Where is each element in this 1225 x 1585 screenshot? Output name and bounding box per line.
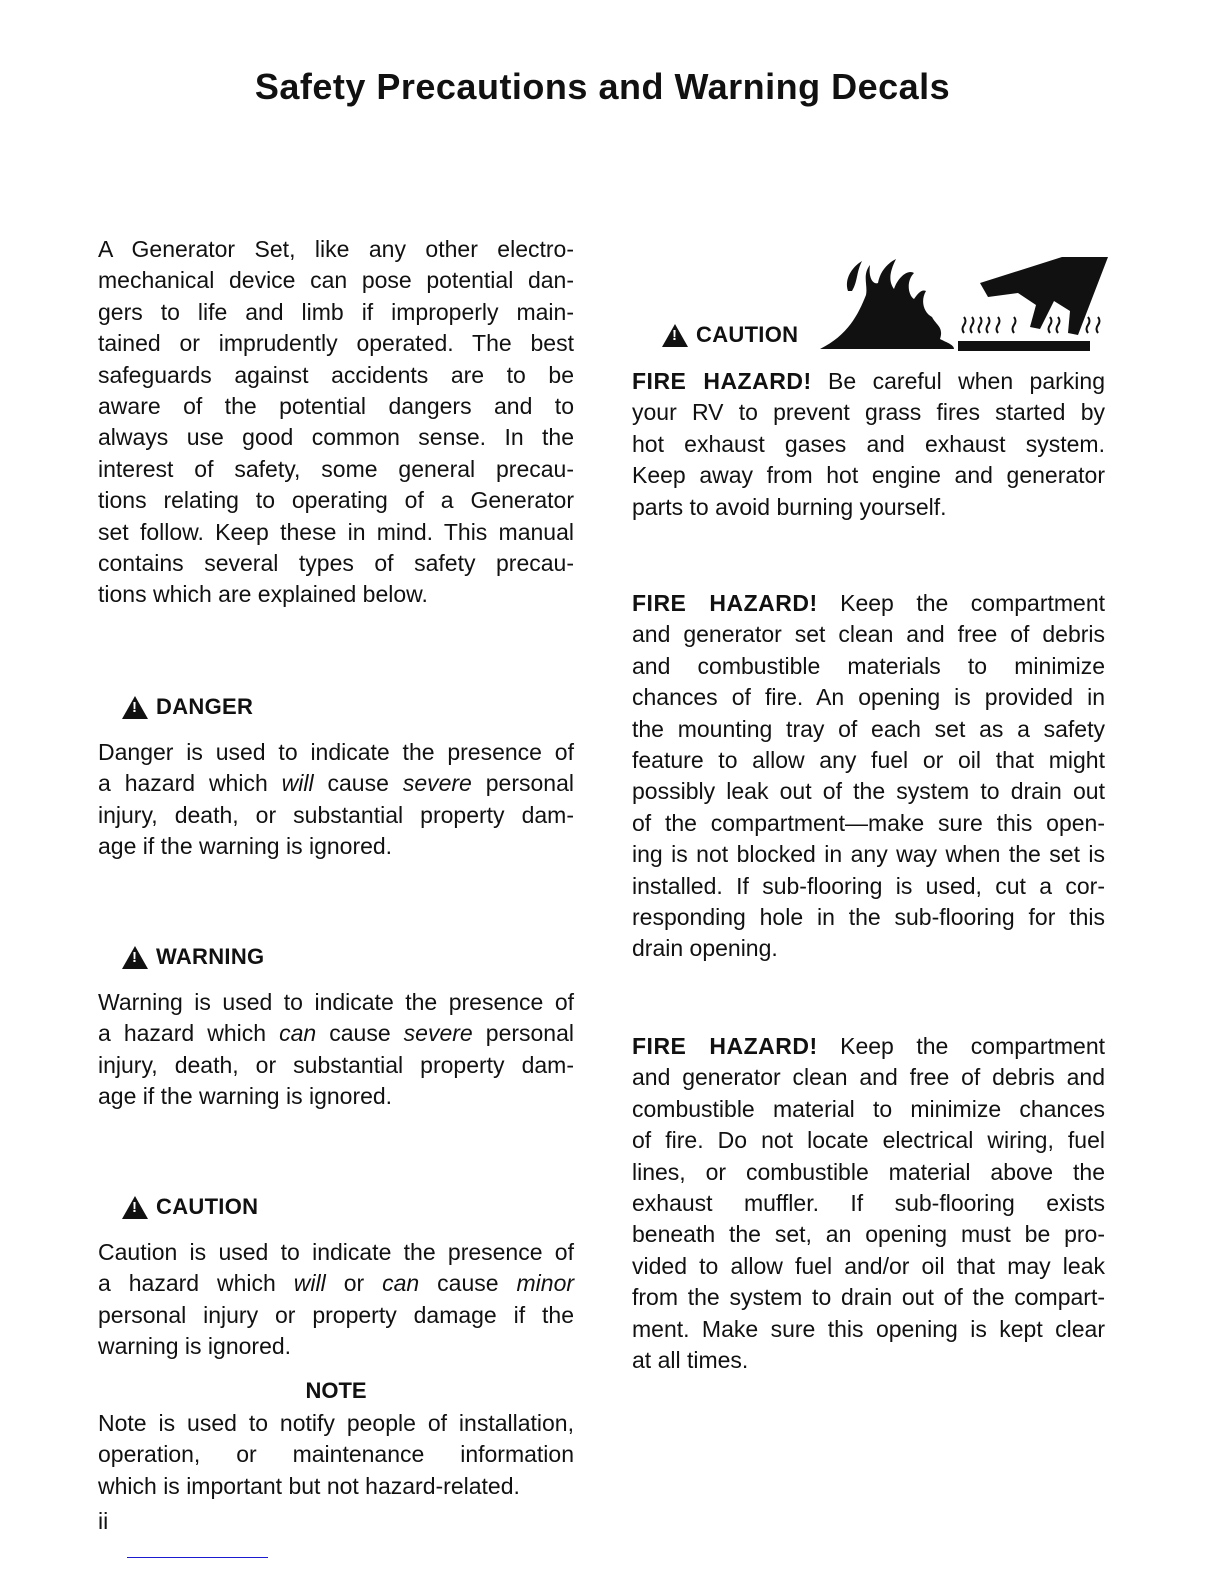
warning-paragraph [98, 987, 574, 1113]
text-line [98, 297, 574, 328]
text-line [98, 831, 574, 862]
warning-heading [122, 944, 264, 970]
text-line [98, 485, 574, 516]
fire-hazard-compartment-paragraph [632, 588, 1105, 965]
page-title: Safety Precautions and Warning Decals [254, 66, 951, 107]
fire-hazard-parking-paragraph [632, 366, 1105, 523]
text-segment: safeguards against accidents are to be [98, 361, 574, 388]
text-segment: age if the warning is ignored. [98, 833, 393, 860]
text-segment: interest of safety, some general precau- [98, 455, 574, 482]
text-line [632, 1125, 1105, 1156]
footer-rule [127, 1557, 268, 1558]
note-heading: NOTE [305, 1378, 367, 1403]
warning-triangle-icon [122, 1196, 148, 1219]
text-segment: hot exhaust gases and exhaust system. [632, 430, 1105, 457]
text-segment: which is important but not hazard-related. [98, 1472, 520, 1499]
text-segment: beneath the set, an opening must be pro- [632, 1221, 1105, 1248]
text-line [98, 1439, 574, 1470]
text-segment: Be careful when parking [811, 368, 1105, 394]
intro-paragraph [98, 234, 574, 611]
text-segment: of fire. Do not locate electrical wiring, fuel [632, 1127, 1105, 1154]
text-line [632, 902, 1105, 933]
emphasis-text: severe [402, 770, 472, 797]
text-line [98, 1268, 574, 1299]
danger-heading [122, 694, 253, 720]
text-segment: tions which are explained below. [98, 581, 428, 608]
text-segment: Keep the compartment [817, 590, 1105, 616]
text-line [632, 619, 1105, 650]
text-line [632, 871, 1105, 902]
text-segment: of the compartment—make sure this open- [632, 809, 1105, 836]
fire-hazard-label: FIRE HAZARD! [632, 368, 812, 394]
text-line [632, 588, 1105, 619]
text-segment: injury, death, or substantial property dam- [98, 1051, 574, 1078]
text-segment: at all times. [632, 1346, 749, 1373]
fire-hazard-label: FIRE HAZARD! [632, 590, 818, 616]
fire-hazard-label: FIRE HAZARD! [632, 1033, 818, 1059]
text-segment: a hazard which [98, 770, 282, 797]
emphasis-text: severe [403, 1020, 473, 1047]
text-segment: exhaust muffler. If sub-flooring exists [632, 1189, 1105, 1216]
text-segment: Danger is used to indicate the presence of [98, 739, 574, 765]
warning-triangle-icon [122, 946, 148, 969]
text-segment: contains several types of safety precau- [98, 549, 574, 576]
text-line [632, 1188, 1105, 1219]
text-line [632, 397, 1105, 428]
text-line [632, 492, 1105, 523]
text-line [632, 1251, 1105, 1282]
text-segment: Warning is used to indicate the presence of [98, 989, 574, 1015]
text-line [632, 429, 1105, 460]
text-segment: personal [472, 1020, 574, 1047]
text-segment: responding hole in the sub-flooring for this [632, 903, 1105, 930]
text-line [632, 745, 1105, 776]
text-segment: chances of fire. An opening is provided in [632, 684, 1105, 711]
text-segment: possibly leak out of the system to drain out [632, 778, 1105, 805]
text-segment: age if the warning is ignored. [98, 1083, 393, 1110]
text-segment: and generator set clean and free of debris [632, 621, 1105, 648]
text-line [98, 548, 574, 579]
warning-triangle-icon [662, 324, 688, 347]
text-segment: and generator clean and free of debris and [632, 1064, 1105, 1091]
page-number: ii [98, 1508, 109, 1534]
text-line [98, 768, 574, 799]
text-line [632, 651, 1105, 682]
text-segment: from the system to drain out of the compart- [632, 1284, 1105, 1311]
text-segment: a hazard which [98, 1020, 280, 1047]
text-line [98, 1408, 574, 1439]
emphasis-text: can [279, 1020, 317, 1047]
text-line [632, 1157, 1105, 1188]
text-segment: tions relating to operating of a Generator [98, 487, 574, 514]
text-line [632, 1314, 1105, 1345]
text-segment: ing is not blocked in any way when the set is [632, 841, 1105, 868]
text-line [98, 422, 574, 453]
text-segment: cause [316, 1020, 404, 1047]
caution-decal-heading [662, 322, 798, 348]
text-line [632, 1062, 1105, 1093]
caution-label: CAUTION [156, 1194, 259, 1219]
warning-triangle-icon [122, 696, 148, 719]
text-line [98, 1050, 574, 1081]
text-line [98, 1331, 574, 1362]
text-segment: operation, or maintenance information [98, 1441, 574, 1468]
text-line [98, 737, 574, 768]
hot-surface-hand-icon [958, 257, 1110, 353]
decal-caution-label: CAUTION [696, 322, 799, 347]
text-segment: ment. Make sure this opening is kept clear [632, 1315, 1105, 1342]
emphasis-text: can [382, 1270, 420, 1297]
text-segment: mechanical device can pose potential dan- [98, 267, 574, 294]
text-line [632, 839, 1105, 870]
text-line [632, 1031, 1105, 1062]
emphasis-text: minor [516, 1270, 575, 1297]
text-segment: A Generator Set, like any other electro- [98, 236, 574, 262]
text-segment: personal injury or property damage if the [98, 1301, 574, 1328]
text-segment: combustible material to minimize chances [632, 1095, 1105, 1122]
text-segment: Note is used to notify people of installation, [98, 1410, 574, 1436]
warning-label: WARNING [156, 944, 265, 969]
text-line [98, 517, 574, 548]
text-line [632, 366, 1105, 397]
text-segment: and combustible materials to minimize [632, 652, 1105, 679]
caution-paragraph [98, 1237, 574, 1363]
text-line [98, 360, 574, 391]
text-line [98, 454, 574, 485]
text-segment: Keep away from hot engine and generator [632, 462, 1105, 489]
text-line [98, 234, 574, 265]
text-segment: Keep the compartment [817, 1033, 1105, 1059]
text-segment: gers to life and limb if improperly main- [98, 298, 574, 325]
text-segment: tained or imprudently operated. The best [98, 330, 574, 357]
text-line [98, 1018, 574, 1049]
note-paragraph [98, 1408, 574, 1502]
text-segment: vided to allow fuel and/or oil that may leak [632, 1252, 1105, 1279]
text-line [98, 1471, 574, 1502]
text-segment: Caution is used to indicate the presence of [98, 1239, 574, 1265]
text-line [98, 1237, 574, 1268]
emphasis-text: will [293, 1270, 326, 1297]
emphasis-text: will [281, 770, 314, 797]
danger-label: DANGER [156, 694, 254, 719]
text-line [98, 265, 574, 296]
text-line [98, 391, 574, 422]
text-segment: cause [313, 770, 403, 797]
text-line [632, 1345, 1105, 1376]
text-segment: parts to avoid burning yourself. [632, 493, 947, 520]
text-line [632, 1282, 1105, 1313]
text-segment: lines, or combustible material above the [632, 1158, 1105, 1185]
text-line [98, 328, 574, 359]
text-line [98, 987, 574, 1018]
text-segment: warning is ignored. [98, 1333, 292, 1360]
text-line [98, 1081, 574, 1112]
text-line [632, 1094, 1105, 1125]
text-line [632, 776, 1105, 807]
text-segment: drain opening. [632, 935, 778, 962]
text-segment: the mounting tray of each set as a safety [632, 715, 1105, 742]
text-segment: aware of the potential dangers and to [98, 392, 574, 419]
text-segment: personal [471, 770, 574, 797]
fire-icon [818, 255, 958, 351]
text-segment: feature to allow any fuel or oil that might [632, 746, 1105, 773]
fire-hazard-muffler-paragraph [632, 1031, 1105, 1376]
text-line [98, 800, 574, 831]
text-segment: installed. If sub-flooring is used, cut a cor- [632, 872, 1105, 899]
danger-paragraph [98, 737, 574, 863]
text-line [98, 579, 574, 610]
text-line [632, 1219, 1105, 1250]
text-line [632, 933, 1105, 964]
text-segment: set follow. Keep these in mind. This manual [98, 518, 574, 545]
caution-heading [122, 1194, 258, 1220]
text-segment: or [325, 1270, 383, 1297]
text-segment: cause [419, 1270, 517, 1297]
text-segment: your RV to prevent grass fires started by [632, 399, 1105, 426]
text-line [632, 714, 1105, 745]
text-segment: a hazard which [98, 1270, 294, 1297]
text-line [98, 1300, 574, 1331]
text-line [632, 460, 1105, 491]
text-line [632, 808, 1105, 839]
text-segment: injury, death, or substantial property dam- [98, 801, 574, 828]
text-line [632, 682, 1105, 713]
text-segment: always use good common sense. In the [98, 424, 574, 451]
